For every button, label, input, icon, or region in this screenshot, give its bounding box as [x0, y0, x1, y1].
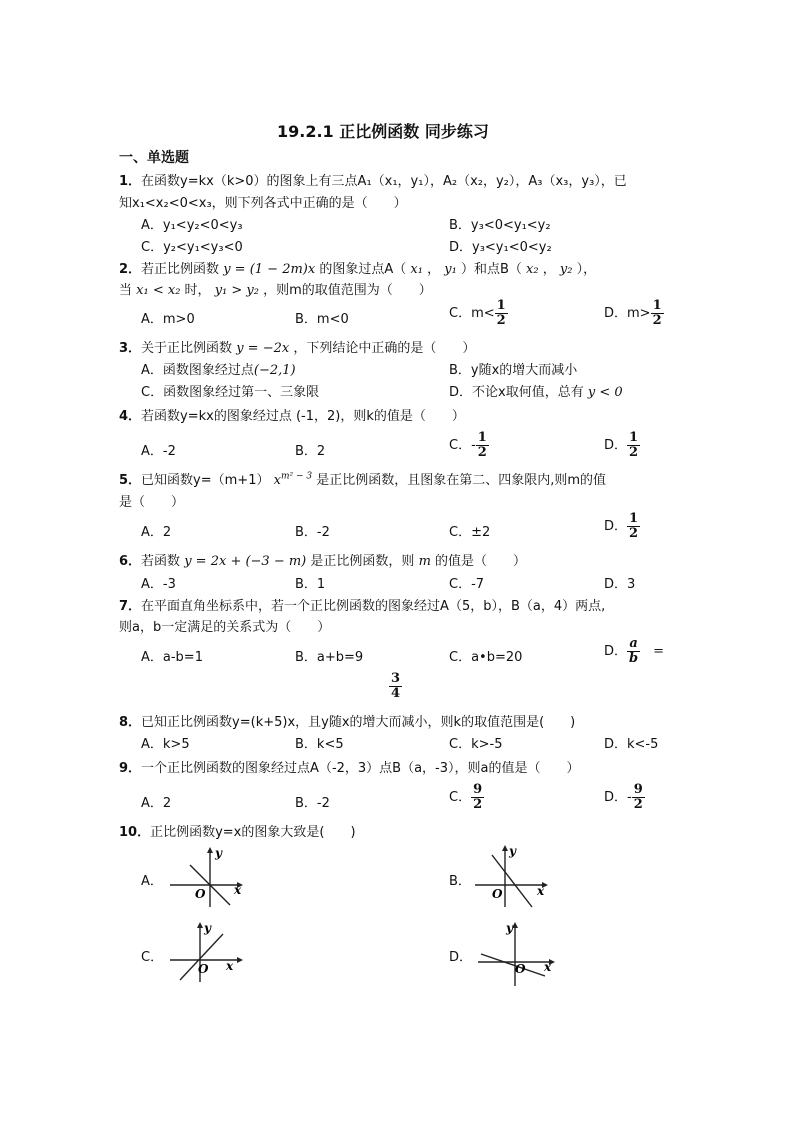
- point: (−2,1): [253, 363, 296, 378]
- base: x: [273, 473, 281, 488]
- option-a[interactable]: A．-3: [141, 577, 176, 592]
- question-2-line-2: [119, 279, 432, 298]
- denominator: 4: [391, 686, 401, 701]
- question-number: 1．: [119, 174, 142, 189]
- page-title: 19.2.1 正比例函数 同步练习: [277, 122, 489, 141]
- x-axis-arrow: [237, 957, 243, 963]
- question-1-line-2: 知x₁<x₂<0<x₃，则下列各式中正确的是（ ）: [119, 196, 407, 211]
- question-10-line-1: [119, 821, 356, 840]
- question-text: 当: [119, 283, 133, 298]
- formula: y = (1 − 2m)x: [223, 262, 316, 277]
- origin-label: O: [198, 962, 209, 976]
- option-c[interactable]: C．k>-5: [449, 737, 503, 752]
- y-axis-label: y: [215, 846, 222, 860]
- equals-sign: =: [653, 644, 665, 659]
- option-b[interactable]: B．y₃<0<y₁<y₂: [449, 218, 551, 233]
- question-6-line-1: [119, 550, 526, 569]
- option-label: D．: [604, 438, 628, 453]
- option-d[interactable]: [449, 381, 623, 400]
- fraction: [476, 431, 489, 460]
- fraction: [651, 299, 664, 328]
- option-b[interactable]: B．a+b=9: [295, 650, 364, 665]
- question-3-line-1: [119, 337, 475, 356]
- fraction: [471, 783, 484, 812]
- y-axis-arrow: [502, 845, 508, 851]
- option-a[interactable]: A．: [141, 874, 163, 889]
- numerator: 1: [629, 430, 639, 445]
- graph-option-b[interactable]: [470, 843, 560, 917]
- denominator: b: [629, 651, 639, 666]
- variable: y₁: [444, 262, 457, 277]
- graph-option-a[interactable]: [165, 845, 255, 919]
- question-text: ，下列结论中正确的是（ ）: [293, 341, 476, 356]
- option-b[interactable]: B．2: [295, 444, 326, 459]
- option-c[interactable]: [449, 783, 484, 812]
- option-d[interactable]: [604, 512, 640, 541]
- numerator: 3: [391, 671, 401, 686]
- denominator: 2: [633, 797, 643, 812]
- question-text: 若函数: [141, 554, 181, 569]
- numerator: 9: [633, 782, 643, 797]
- y-axis-label: y: [204, 921, 211, 935]
- option-b[interactable]: B．k<5: [295, 737, 344, 752]
- question-number: 3．: [119, 341, 142, 356]
- question-text: 时，: [184, 283, 211, 298]
- numerator: 1: [629, 511, 639, 526]
- question-text: 在函数y=kx（k>0）的图象上有三点A₁（x₁，y₁），A₂（x₂，y₂），A₃（x₃，y₃），已: [141, 174, 627, 189]
- option-c[interactable]: [449, 431, 489, 460]
- variable: x₁: [410, 262, 423, 277]
- option-c[interactable]: C．-7: [449, 577, 485, 592]
- question-text: 若函数y=kx的图象经过点 (-1，2)，则k的值是（ ）: [141, 409, 465, 424]
- question-number: 4．: [119, 409, 142, 424]
- option-d[interactable]: [604, 783, 645, 812]
- y-axis-arrow: [207, 847, 213, 853]
- question-5-line-2: 是（ ）: [119, 495, 185, 510]
- fraction: [627, 637, 640, 666]
- y-axis-label: y: [509, 844, 516, 858]
- power-expression: [274, 473, 312, 488]
- question-8-line-1: [119, 711, 575, 730]
- option-a[interactable]: A．a-b=1: [141, 650, 203, 665]
- condition: y₁ > y₂: [214, 283, 259, 298]
- option-d-continuation: [389, 672, 402, 701]
- graph-option-d[interactable]: [473, 920, 563, 994]
- option-b[interactable]: B．1: [295, 577, 326, 592]
- variable: x₂: [526, 262, 539, 277]
- option-b[interactable]: B．m<0: [295, 312, 349, 327]
- question-text: ，则m的取值范围为（ ）: [263, 283, 432, 298]
- question-text: 是正比例函数，且图象在第二、四象限内,则m的值: [316, 473, 607, 488]
- question-7-line-1: [119, 595, 605, 614]
- fraction: [627, 512, 640, 541]
- option-c[interactable]: C．±2: [449, 525, 491, 540]
- axes-graph: [165, 845, 255, 915]
- origin-label: O: [515, 962, 526, 976]
- denominator: 2: [496, 313, 506, 328]
- separator: ，: [542, 262, 556, 277]
- question-text: 一个正比例函数的图象经过点A（-2，3）点B（a，-3），则a的值是（ ）: [141, 761, 580, 776]
- question-text: 关于正比例函数: [141, 341, 233, 356]
- option-label: C．m<: [449, 306, 495, 321]
- option-b[interactable]: B．-2: [295, 796, 330, 811]
- option-b[interactable]: B．: [449, 874, 471, 889]
- question-number: 7．: [119, 599, 142, 614]
- denominator: 2: [629, 445, 639, 460]
- x-axis-label: x: [234, 883, 242, 897]
- numerator: 1: [477, 430, 487, 445]
- option-d[interactable]: D．k<-5: [604, 737, 659, 752]
- option-a[interactable]: A．-2: [141, 444, 176, 459]
- option-d[interactable]: D．: [449, 950, 473, 965]
- variable: m: [418, 554, 431, 569]
- fraction: [632, 783, 645, 812]
- question-number: 9．: [119, 761, 142, 776]
- question-text: 已知函数y=（m+1）: [141, 473, 270, 488]
- denominator: 2: [477, 445, 487, 460]
- origin-label: O: [492, 887, 503, 901]
- origin-label: O: [195, 887, 206, 901]
- section-heading: 一、单选题: [119, 150, 189, 166]
- x-axis-label: x: [544, 960, 552, 974]
- question-number: 2．: [119, 262, 142, 277]
- function-line: [481, 954, 545, 976]
- axes-graph: [470, 843, 560, 913]
- option-a[interactable]: A．2: [141, 796, 172, 811]
- formula: y = −2x: [236, 341, 290, 356]
- fraction: [389, 672, 402, 701]
- numerator: 1: [496, 298, 506, 313]
- question-text: 的值是（ ）: [435, 554, 527, 569]
- question-number: 10．: [119, 825, 151, 840]
- condition: x₁ < x₂: [136, 283, 181, 298]
- exponent: m² − 3: [280, 471, 313, 482]
- question-number: 6．: [119, 554, 142, 569]
- question-text: 的图象过点A（: [319, 262, 407, 277]
- question-number: 5．: [119, 473, 142, 488]
- fraction: [495, 299, 508, 328]
- option-a[interactable]: [141, 359, 296, 378]
- option-text: D．不论x取何值，总有: [449, 385, 584, 400]
- option-a[interactable]: A．k>5: [141, 737, 190, 752]
- variable: y₂: [559, 262, 573, 277]
- option-label: C．: [449, 790, 472, 805]
- question-number: 8．: [119, 715, 142, 730]
- formula: y = 2x + (−3 − m): [184, 554, 307, 569]
- option-c[interactable]: C．: [141, 950, 164, 965]
- option-label: D．: [604, 519, 628, 534]
- numerator: 1: [652, 298, 662, 313]
- question-text: 已知正比例函数y=(k+5)x，且y随x的增大而减小，则k的取值范围是( ): [141, 715, 576, 730]
- option-b[interactable]: B．-2: [295, 525, 330, 540]
- option-d[interactable]: [604, 299, 664, 328]
- question-text: 正比例函数y=x的图象大致是( ): [150, 825, 356, 840]
- option-label: D．: [604, 644, 628, 659]
- question-4-line-1: [119, 405, 465, 424]
- option-d[interactable]: D．3: [604, 577, 636, 592]
- option-c[interactable]: C．y₂<y₁<y₃<0: [141, 240, 243, 255]
- graph-option-c[interactable]: [165, 920, 255, 994]
- option-text: A．函数图象经过点: [141, 363, 254, 378]
- axes-graph: [165, 920, 255, 990]
- inequality: y < 0: [587, 385, 623, 400]
- question-9-line-1: [119, 757, 580, 776]
- option-d[interactable]: [604, 431, 640, 460]
- numerator: 9: [473, 782, 483, 797]
- denominator: 2: [473, 797, 483, 812]
- x-axis-label: x: [226, 959, 234, 973]
- numerator: a: [627, 637, 640, 652]
- question-1-line-1: [119, 170, 627, 189]
- question-text: 在平面直角坐标系中，若一个正比例函数的图象经过A（5，b），B（a，4）两点,: [141, 599, 606, 614]
- question-5-line-1: [119, 469, 606, 488]
- denominator: 2: [629, 526, 639, 541]
- separator: ，: [427, 262, 441, 277]
- option-b[interactable]: B．y随x的增大而减小: [449, 363, 578, 378]
- option-a[interactable]: A．2: [141, 525, 172, 540]
- option-d[interactable]: [604, 637, 664, 666]
- option-label: C．-: [449, 438, 476, 453]
- question-text: ），: [576, 262, 597, 277]
- question-text: ）和点B（: [460, 262, 522, 277]
- option-label: D．-: [604, 790, 632, 805]
- option-c[interactable]: C．a•b=20: [449, 650, 523, 665]
- x-axis-label: x: [537, 884, 545, 898]
- option-d[interactable]: D．y₃<y₁<0<y₂: [449, 240, 552, 255]
- y-axis-arrow: [197, 922, 203, 928]
- option-a[interactable]: A．y₁<y₂<0<y₃: [141, 218, 243, 233]
- denominator: 2: [652, 313, 662, 328]
- question-2-line-1: [119, 258, 596, 277]
- question-text: 是正比例函数，则: [310, 554, 415, 569]
- fraction: [627, 431, 640, 460]
- question-7-line-2: 则a，b一定满足的关系式为（ ）: [119, 620, 331, 635]
- option-c[interactable]: C．函数图象经过第一、三象限: [141, 385, 320, 400]
- question-text: 若正比例函数: [141, 262, 220, 277]
- option-c[interactable]: [449, 299, 508, 328]
- axes-graph: [473, 920, 563, 990]
- option-a[interactable]: A．m>0: [141, 312, 195, 327]
- option-label: D．m>: [604, 306, 651, 321]
- y-axis-label: y: [506, 921, 513, 935]
